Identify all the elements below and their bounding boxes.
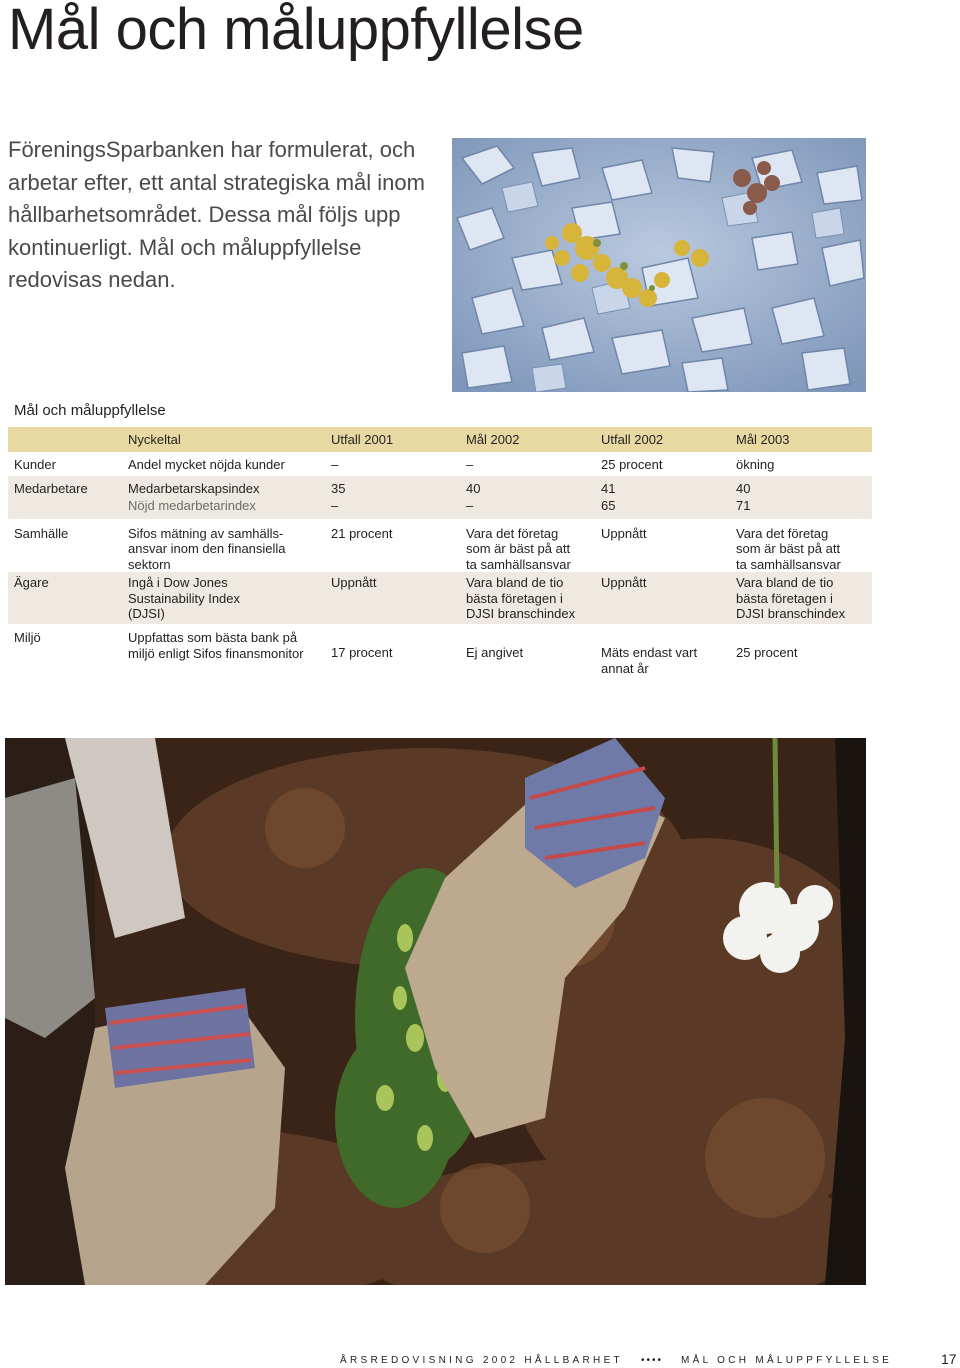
header-nyckeltal: Nyckeltal bbox=[128, 427, 331, 452]
row-group: Ägare bbox=[8, 572, 128, 624]
goals-table bbox=[8, 427, 872, 676]
footer-section-right: MÅL OCH MÅLUPPFYLLELSE bbox=[680, 1355, 893, 1366]
row-mal-2003: Vara det företag som är bäst på att ta samhällsansvar bbox=[736, 525, 841, 572]
page-title: Mål och måluppfyllelse bbox=[8, 0, 584, 62]
row-group: Miljö bbox=[14, 630, 41, 645]
row-mal-2003: 71 bbox=[736, 497, 872, 519]
row-mal-2002: Vara bland de tio bästa företagen i DJSI branschindex bbox=[466, 572, 601, 624]
row-kpi: Uppfattas som bästa bank på miljö enligt Sifos finansmonitor bbox=[128, 630, 304, 661]
row-utfall-2002: Uppnått bbox=[601, 525, 647, 541]
table-row bbox=[8, 624, 872, 676]
row-utfall-2001: – bbox=[331, 497, 466, 519]
row-mal-2002: Vara det företag som är bäst på att ta samhällsansvar bbox=[466, 525, 571, 572]
row-mal-2002: – bbox=[466, 497, 601, 519]
row-kpi: Andel mycket nöjda kunder bbox=[128, 457, 285, 472]
table-row bbox=[8, 519, 872, 573]
header-utfall-2002: Utfall 2002 bbox=[601, 427, 736, 452]
row-mal-2003: Vara bland de tio bästa företagen i DJSI branschindex bbox=[736, 572, 872, 624]
planting-gloves-photo bbox=[5, 738, 866, 1285]
row-mal-2002: Ej angivet bbox=[466, 645, 524, 660]
header-group bbox=[8, 427, 128, 452]
row-kpi: Medarbetarskapsindex bbox=[128, 476, 331, 497]
footer-section-left: ÅRSREDOVISNING 2002 HÅLLBARHET bbox=[340, 1355, 623, 1366]
footer-dots: •••• bbox=[640, 1355, 663, 1366]
row-group bbox=[8, 497, 128, 519]
header-utfall-2001: Utfall 2001 bbox=[331, 427, 466, 452]
row-mal-2003: ökning bbox=[736, 457, 775, 472]
row-utfall-2001: 21 procent bbox=[331, 525, 393, 541]
page-footer bbox=[340, 1355, 892, 1366]
row-utfall-2002: Mäts endast vart annat år bbox=[601, 645, 698, 676]
row-group: Samhälle bbox=[14, 525, 69, 541]
table-row bbox=[8, 497, 872, 519]
stones-flowers-photo bbox=[452, 138, 866, 392]
row-group: Medarbetare bbox=[8, 476, 128, 497]
row-utfall-2002: 65 bbox=[601, 497, 736, 519]
table-caption: Mål och måluppfyllelse bbox=[14, 402, 166, 419]
row-mal-2003: 40 bbox=[736, 476, 872, 497]
row-group: Kunder bbox=[14, 457, 56, 472]
row-utfall-2001: 35 bbox=[331, 476, 466, 497]
row-kpi: Nöjd medarbetarindex bbox=[128, 497, 331, 519]
row-mal-2003: 25 procent bbox=[736, 645, 798, 660]
row-utfall-2002: Uppnått bbox=[601, 572, 736, 624]
row-utfall-2001: 17 procent bbox=[331, 645, 393, 660]
page-number: 17 bbox=[941, 1351, 957, 1367]
table-row bbox=[8, 572, 872, 624]
header-mal-2003: Mål 2003 bbox=[736, 427, 872, 452]
row-utfall-2001: Uppnått bbox=[331, 572, 466, 624]
row-mal-2002: – bbox=[466, 457, 474, 472]
row-utfall-2002: 41 bbox=[601, 476, 736, 497]
table-row bbox=[8, 476, 872, 497]
row-utfall-2002: 25 procent bbox=[601, 457, 663, 472]
intro-paragraph: FöreningsSparbanken har formulerat, och arbetar efter, ett antal strategiska mål inom hållbarhetsområdet. Dessa mål följs upp kontinuerligt. Mål och måluppfyllelse redovisas nedan. bbox=[8, 137, 425, 292]
row-utfall-2001: – bbox=[331, 457, 339, 472]
header-mal-2002: Mål 2002 bbox=[466, 427, 601, 452]
row-kpi: Ingå i Dow Jones Sustainability Index (DJSI) bbox=[128, 572, 331, 624]
row-mal-2002: 40 bbox=[466, 476, 601, 497]
row-kpi: Sifos mätning av samhälls- ansvar inom den finansiella sektorn bbox=[128, 525, 286, 572]
table-row bbox=[8, 452, 872, 476]
table-header-row bbox=[8, 427, 872, 452]
